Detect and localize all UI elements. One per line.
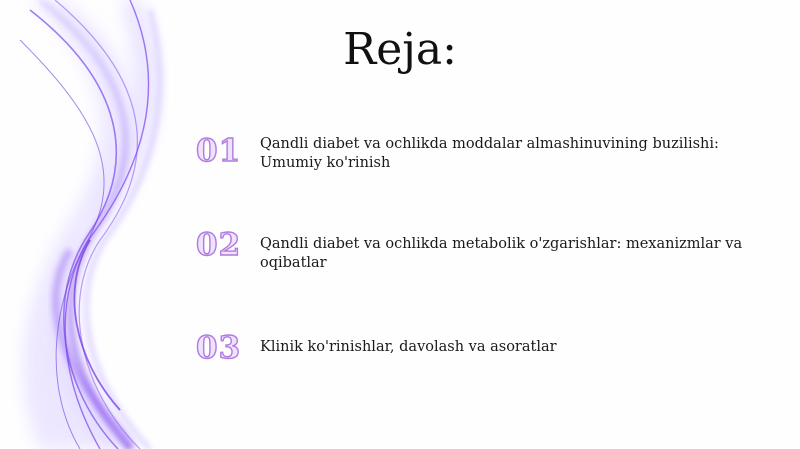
agenda-item-number: 02 (196, 227, 242, 263)
slide-title: Reja: (343, 24, 457, 75)
agenda-item-2 (196, 227, 776, 287)
agenda-item-number: 01 (196, 133, 242, 169)
agenda-item-text: Klinik ko'rinishlar, davolash va asoratlar (260, 339, 557, 355)
agenda-item-3 (196, 330, 776, 390)
purple-smoke-decoration (0, 0, 200, 449)
agenda-item-text: Qandli diabet va ochlikda moddalar almashinuvining buzilishi: Umumiy ko'rinish (260, 136, 719, 171)
agenda-item-text: Qandli diabet va ochlikda metabolik o'zgarishlar: mexanizmlar va oqibatlar (260, 236, 743, 271)
agenda-item-number: 03 (196, 330, 242, 366)
agenda-item-1 (196, 133, 776, 193)
